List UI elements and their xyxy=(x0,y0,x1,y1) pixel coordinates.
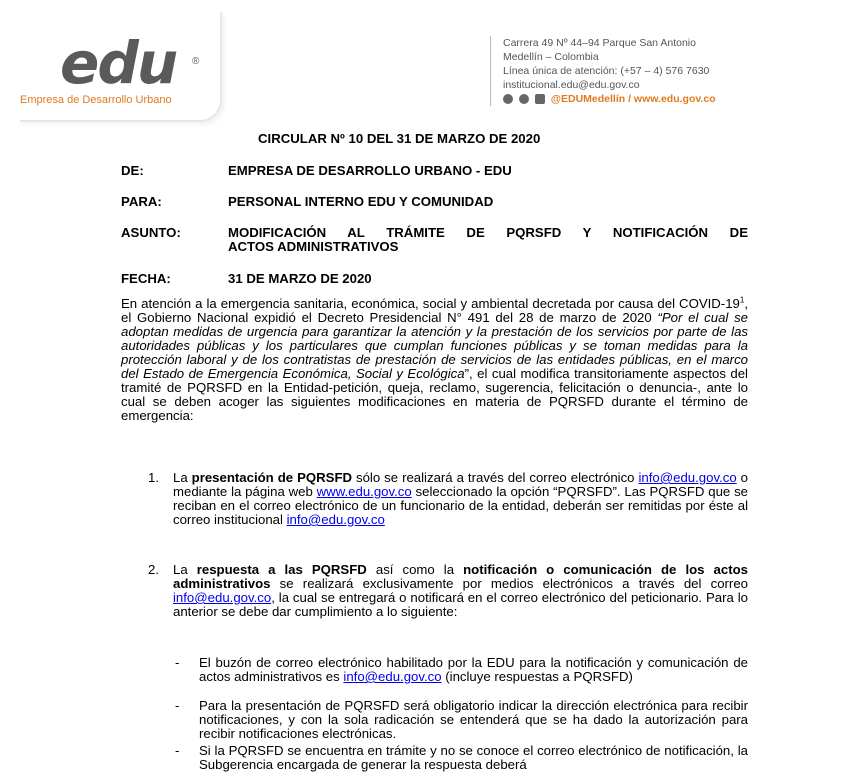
de-label: DE: xyxy=(121,163,144,178)
contact-block xyxy=(490,36,716,106)
logo-wordmark: edu xyxy=(60,29,177,97)
logo xyxy=(20,12,222,122)
contact-social[interactable]: @EDUMedellín / www.edu.gov.co xyxy=(550,93,716,105)
decree-quote: “Por el cual se adoptan medidas de urgencia para garantizar la atención y la prestación de los servicios por parte de las autoridades públicas y los particulares que cumplan funciones públicas y se toman medidas para la protección laboral y de los contratistas de prestación de servicios de las entidades públicas, en el marco del Estado de Emergencia Económica, Social y Ecológica xyxy=(121,310,749,381)
contact-city: Medellín – Colombia xyxy=(503,51,599,63)
asunto-value-line2: ACTOS ADMINISTRATIVOS xyxy=(228,239,399,254)
instagram-icon[interactable] xyxy=(535,94,545,104)
logo-subtitle: Empresa de Desarrollo Urbano xyxy=(20,94,172,106)
de-value: EMPRESA DE DESARROLLO URBANO - EDU xyxy=(228,163,512,178)
intro-paragraph xyxy=(121,297,748,423)
dash-bullet: - xyxy=(175,655,180,670)
email-link[interactable]: info@edu.gov.co xyxy=(286,512,385,527)
intro-text-2: , el Gobierno Nacional expidió el Decreto Presidencial N° 491 del 28 de marzo de 2020 xyxy=(121,296,748,325)
intro-text-1: En atención a la emergencia sanitaria, económica, social y ambiental decretada por causa del COVID-19 xyxy=(121,296,740,311)
circular-title: CIRCULAR Nº 10 DEL 31 DE MARZO DE 2020 xyxy=(258,131,541,146)
sub-item-1: El buzón de correo electrónico habilitado por la EDU para la notificación y comunicación de actos administrativos es info@edu.gov.co (incluye respuestas a PQRSFD) xyxy=(199,655,748,684)
sub-item-3: Si la PQRSFD se encuentra en trámite y no se conoce el correo electrónico de notificación, la Subgerencia encargada de generar la respuesta deberá xyxy=(199,743,748,772)
website-link[interactable]: www.edu.gov.co xyxy=(316,484,412,499)
fecha-value: 31 DE MARZO DE 2020 xyxy=(228,271,372,286)
email-link[interactable]: info@edu.gov.co xyxy=(173,590,272,605)
para-value: PERSONAL INTERNO EDU Y COMUNIDAD xyxy=(228,194,494,209)
contact-address: Carrera 49 Nº 44–94 Parque San Antonio xyxy=(503,37,696,49)
logo-registered-mark: ® xyxy=(192,56,200,67)
contact-email: institucional.edu@edu.gov.co xyxy=(503,79,640,91)
list-item-1: La presentación de PQRSFD sólo se realizará a través del correo electrónico info@edu.gov.co o mediante la página web www.edu.gov.co seleccionado la opción “PQRSFD”. Las PQRSFD que se reciban en el correo electrónico de un funcionario de la entidad, deberán ser remitidas por éste al correo institucional info@edu.gov.co xyxy=(173,470,748,527)
dash-bullet: - xyxy=(175,743,180,758)
intro-text-3: ”, el cual modifica transitoriamente aspectos del tramité de PQRSFD en la Entidad-petición, queja, reclamo, sugerencia, felicitación o denuncia-, ante lo cual se deben acoger las siguientes modificaciones en materia de PQRSFD durante el término de emergencia: xyxy=(121,366,748,423)
para-label: PARA: xyxy=(121,194,162,209)
dash-bullet: - xyxy=(175,698,180,713)
fecha-label: FECHA: xyxy=(121,271,171,286)
twitter-icon[interactable] xyxy=(503,94,513,104)
sub-item-2: Para la presentación de PQRSFD será obligatorio indicar la dirección electrónica para recibir notificaciones, y con la sola radicación se entenderá que se ha dado la autorización para recibir notificaciones electrónicas. xyxy=(199,698,748,741)
asunto-value-line1: MODIFICACIÓN AL TRÁMITE DE PQRSFD Y NOTIFICACIÓN DE xyxy=(228,225,748,240)
item-number-1: 1. xyxy=(148,470,159,485)
footnote-ref[interactable]: 1 xyxy=(739,295,745,305)
email-link[interactable]: info@edu.gov.co xyxy=(638,470,737,485)
email-link[interactable]: info@edu.gov.co xyxy=(343,669,442,684)
asunto-label: ASUNTO: xyxy=(121,225,181,240)
facebook-icon[interactable] xyxy=(519,94,529,104)
list-item-2: La respuesta a las PQRSFD así como la notificación o comunicación de los actos administrativos se realizará exclusivamente por medios electrónicos a través del correo info@edu.gov.co, la cual se entregará o notificará en el correo electrónico del peticionario. Para lo anterior se debe dar cumplimiento a lo siguiente: xyxy=(173,562,748,619)
contact-phone: Línea única de atención: (+57 – 4) 576 7630 xyxy=(503,65,710,77)
item-number-2: 2. xyxy=(148,562,159,577)
